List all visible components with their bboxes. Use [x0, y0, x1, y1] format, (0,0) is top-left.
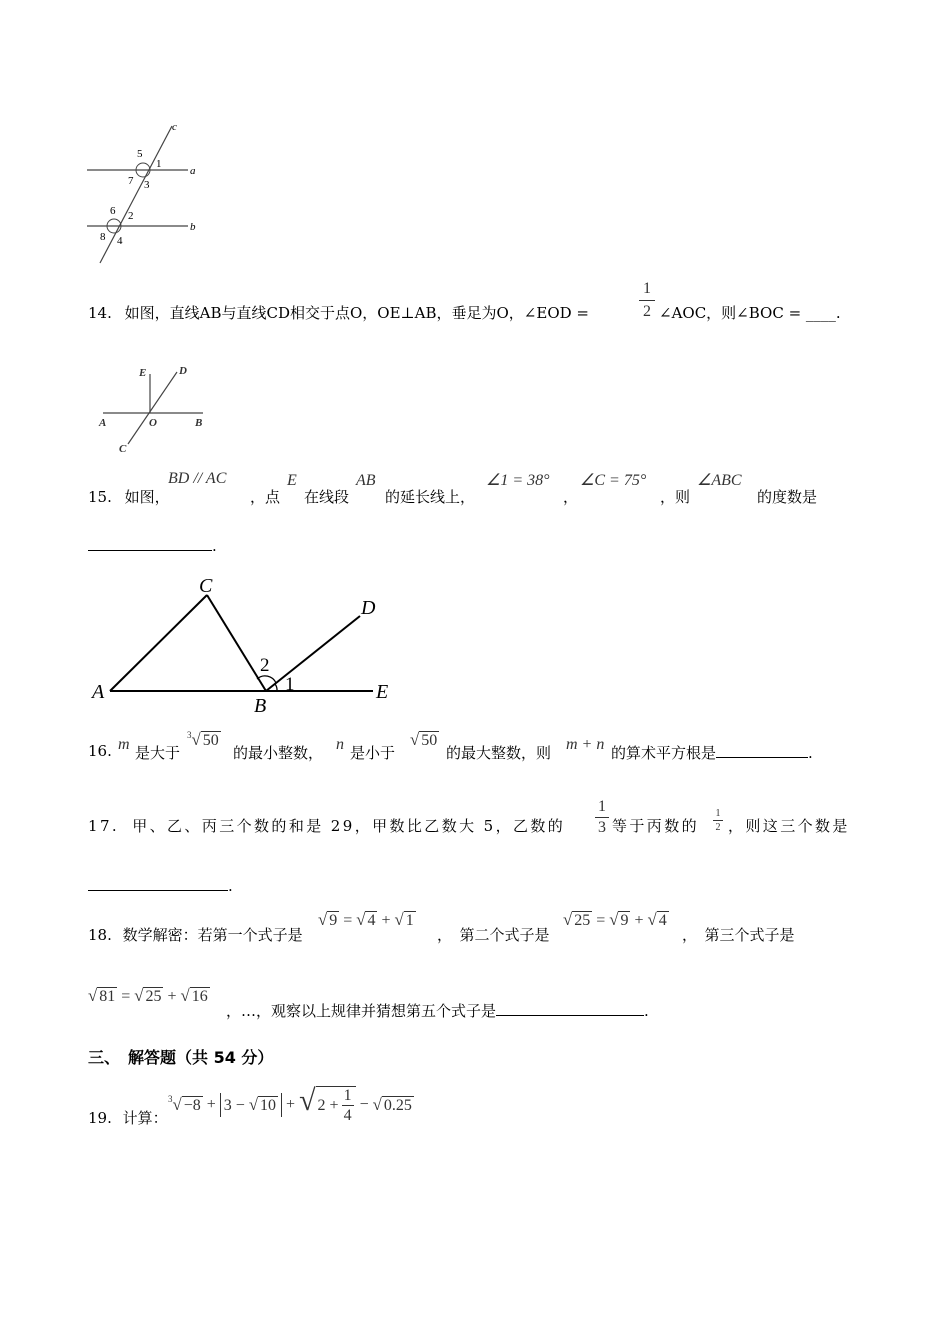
q17-f1-den: 3 [598, 819, 606, 836]
q17-frac1 [595, 798, 609, 837]
q14-fraction [639, 280, 655, 321]
q14-text-b-wrap [659, 302, 841, 323]
q18-e2-c: 4 [658, 912, 667, 929]
label-2: 2 [128, 210, 134, 222]
q18-e2-b: 9 [620, 912, 629, 929]
q16-t4: 的最大整数，则 [446, 744, 552, 762]
q19-expression: $^3$ √ −8 + 3 − √ 10 + √ 2 + $\frac{1}{4}$ − √ 0.25 [168, 1084, 412, 1124]
q19-cube: −8 [183, 1097, 201, 1115]
q14-text-a: 如图，直线AB与直线CD相交于点O，OE⊥AB，垂足为O，∠EOD = [124, 304, 589, 322]
q14-text-b: ∠AOC，则∠BOC = ____. [659, 304, 841, 322]
q15-number: 15. [88, 488, 112, 506]
q14-frac-den: 2 [643, 303, 651, 320]
label-B: B [254, 695, 267, 717]
q19-big-a: 2 + [317, 1096, 339, 1114]
q19-abs-a: 3 − [223, 1097, 245, 1115]
label-B: B [195, 417, 203, 429]
q19-abs-rad: 10 [260, 1097, 277, 1115]
label-1: 1 [285, 674, 295, 695]
q15-t4: 的延长线上， [385, 488, 476, 506]
q15-t7: 的度数是 [757, 488, 818, 506]
label-A: A [92, 681, 105, 703]
q16-number: 16. [88, 742, 112, 760]
q16-mn: m + n [566, 736, 605, 753]
q18-e3-a: 81 [99, 988, 116, 1005]
q16-n: n [336, 736, 344, 753]
q19-frac-num: 1 [343, 1087, 352, 1104]
q18-expr1: √ 9 = √ 4 + √ 1 [318, 910, 414, 929]
label-E: E [376, 681, 389, 703]
q18-end: . [644, 1002, 649, 1020]
label-O: O [149, 417, 157, 429]
line-cb [207, 595, 266, 691]
q19-label: 计算： [122, 1109, 168, 1127]
q16-rad2: 50 [421, 732, 438, 749]
label-D: D [361, 597, 376, 619]
q18-blank [496, 1001, 644, 1016]
q19-frac-den: 4 [343, 1106, 352, 1124]
q15-t2: ，点 [250, 488, 281, 506]
q17-f2-den: 2 [715, 822, 721, 833]
q17-f2-num: 1 [715, 808, 721, 819]
question-18 [88, 924, 303, 945]
q16-m: m [118, 736, 130, 753]
label-2: 2 [260, 655, 270, 676]
q17-t2: 等于丙数的 [612, 817, 700, 835]
q17-end: . [228, 877, 233, 895]
q15-t6: ，则 [660, 488, 691, 506]
q18-expr3: √ 81 = √ 25 + √ 16 [88, 986, 208, 1005]
q18-expr2: √ 25 = √ 9 + √ 4 [563, 910, 667, 929]
q16-end: . [808, 744, 813, 762]
q19-index: 3 [168, 1094, 173, 1105]
q15-line1 [88, 486, 170, 507]
q17-blank [88, 876, 228, 891]
q18-t1: 数学解密：若第一个式子是 [122, 926, 303, 944]
q16-t2: 的最小整数， [233, 744, 324, 762]
q15-blank [88, 536, 212, 551]
label-a: a [190, 165, 196, 177]
q18-number: 18. [88, 926, 112, 944]
figure-triangle [88, 572, 408, 717]
label-C: C [119, 443, 127, 455]
q15-m2: E [287, 472, 297, 489]
q16-t1: 是大于 [135, 744, 181, 762]
q18-t4-wrap [226, 1000, 649, 1021]
label-C: C [199, 575, 213, 597]
label-1: 1 [156, 158, 162, 170]
label-8: 8 [100, 231, 106, 243]
radical-icon: √ [191, 730, 201, 749]
label-c: c [172, 121, 177, 133]
q15-answer-line [88, 536, 217, 555]
q16-sqrt [410, 730, 439, 750]
q18-e1-b: 4 [367, 912, 376, 929]
section-heading: 三、 解答题（共 54 分） [88, 1048, 274, 1067]
q15-m1: BD // AC [168, 470, 227, 487]
q17-f1-num: 1 [598, 798, 606, 815]
q18-e1-c: 1 [405, 912, 414, 929]
label-6: 6 [110, 205, 116, 217]
label-5: 5 [137, 148, 143, 160]
label-b: b [190, 221, 196, 233]
line-bd [266, 616, 360, 691]
label-3: 3 [144, 179, 150, 191]
q14-number: 14. [88, 304, 112, 322]
q16-t3: 是小于 [350, 744, 396, 762]
q16-blank [716, 743, 808, 758]
q15-t3: 在线段 [304, 488, 350, 506]
line-cd [128, 372, 177, 444]
q15-end: . [212, 537, 217, 555]
q17-answer-line [88, 876, 233, 895]
q15-m3: AB [356, 472, 376, 489]
question-19 [88, 1107, 168, 1128]
q16-index: 3 [187, 730, 192, 740]
q14-frac-num: 1 [643, 280, 651, 297]
q15-t1: 如图， [124, 488, 170, 506]
question-16 [88, 742, 112, 760]
angle-arc-1 [275, 684, 277, 691]
label-E: E [139, 367, 147, 379]
q17-number: 17. [88, 817, 120, 835]
q16-t5-wrap [611, 742, 813, 763]
q15-t5: ， [563, 488, 579, 506]
q18-t3: ， 第三个式子是 [682, 926, 795, 944]
label-A: A [99, 417, 107, 429]
q18-t4: ，…，观察以上规律并猜想第五个式子是 [226, 1002, 497, 1020]
label-7: 7 [128, 175, 134, 187]
q15-m4: ∠1 = 38° [486, 472, 550, 489]
q15-m6: ∠ABC [697, 472, 742, 489]
q18-t2: ， 第二个式子是 [437, 926, 550, 944]
q16-rad1: 50 [202, 732, 219, 749]
q17-frac2 [713, 808, 723, 833]
question-14 [88, 302, 589, 323]
q17-t3: ，则这三个数是 [728, 817, 850, 835]
q18-e1-a: 9 [329, 912, 338, 929]
q18-e2-a: 25 [574, 912, 591, 929]
q19-last: 0.25 [383, 1097, 412, 1115]
line-c [100, 126, 172, 263]
q15-m5: ∠C = 75° [580, 472, 647, 489]
q18-e3-c: 16 [191, 988, 208, 1005]
figure-parallel-lines [80, 118, 210, 268]
q18-e3-b: 25 [145, 988, 162, 1005]
figure-intersecting-lines [95, 362, 215, 457]
q17-t1: 甲、乙、丙三个数的和是 29，甲数比乙数大 5，乙数的 [132, 817, 566, 835]
q16-cbrt [187, 730, 221, 750]
radical-icon: √ [410, 730, 420, 749]
q19-number: 19. [88, 1109, 112, 1127]
q16-t5: 的算术平方根是 [611, 744, 717, 762]
question-17 [88, 815, 565, 836]
label-D: D [179, 365, 187, 377]
line-ac [110, 595, 207, 691]
label-4: 4 [117, 235, 123, 247]
